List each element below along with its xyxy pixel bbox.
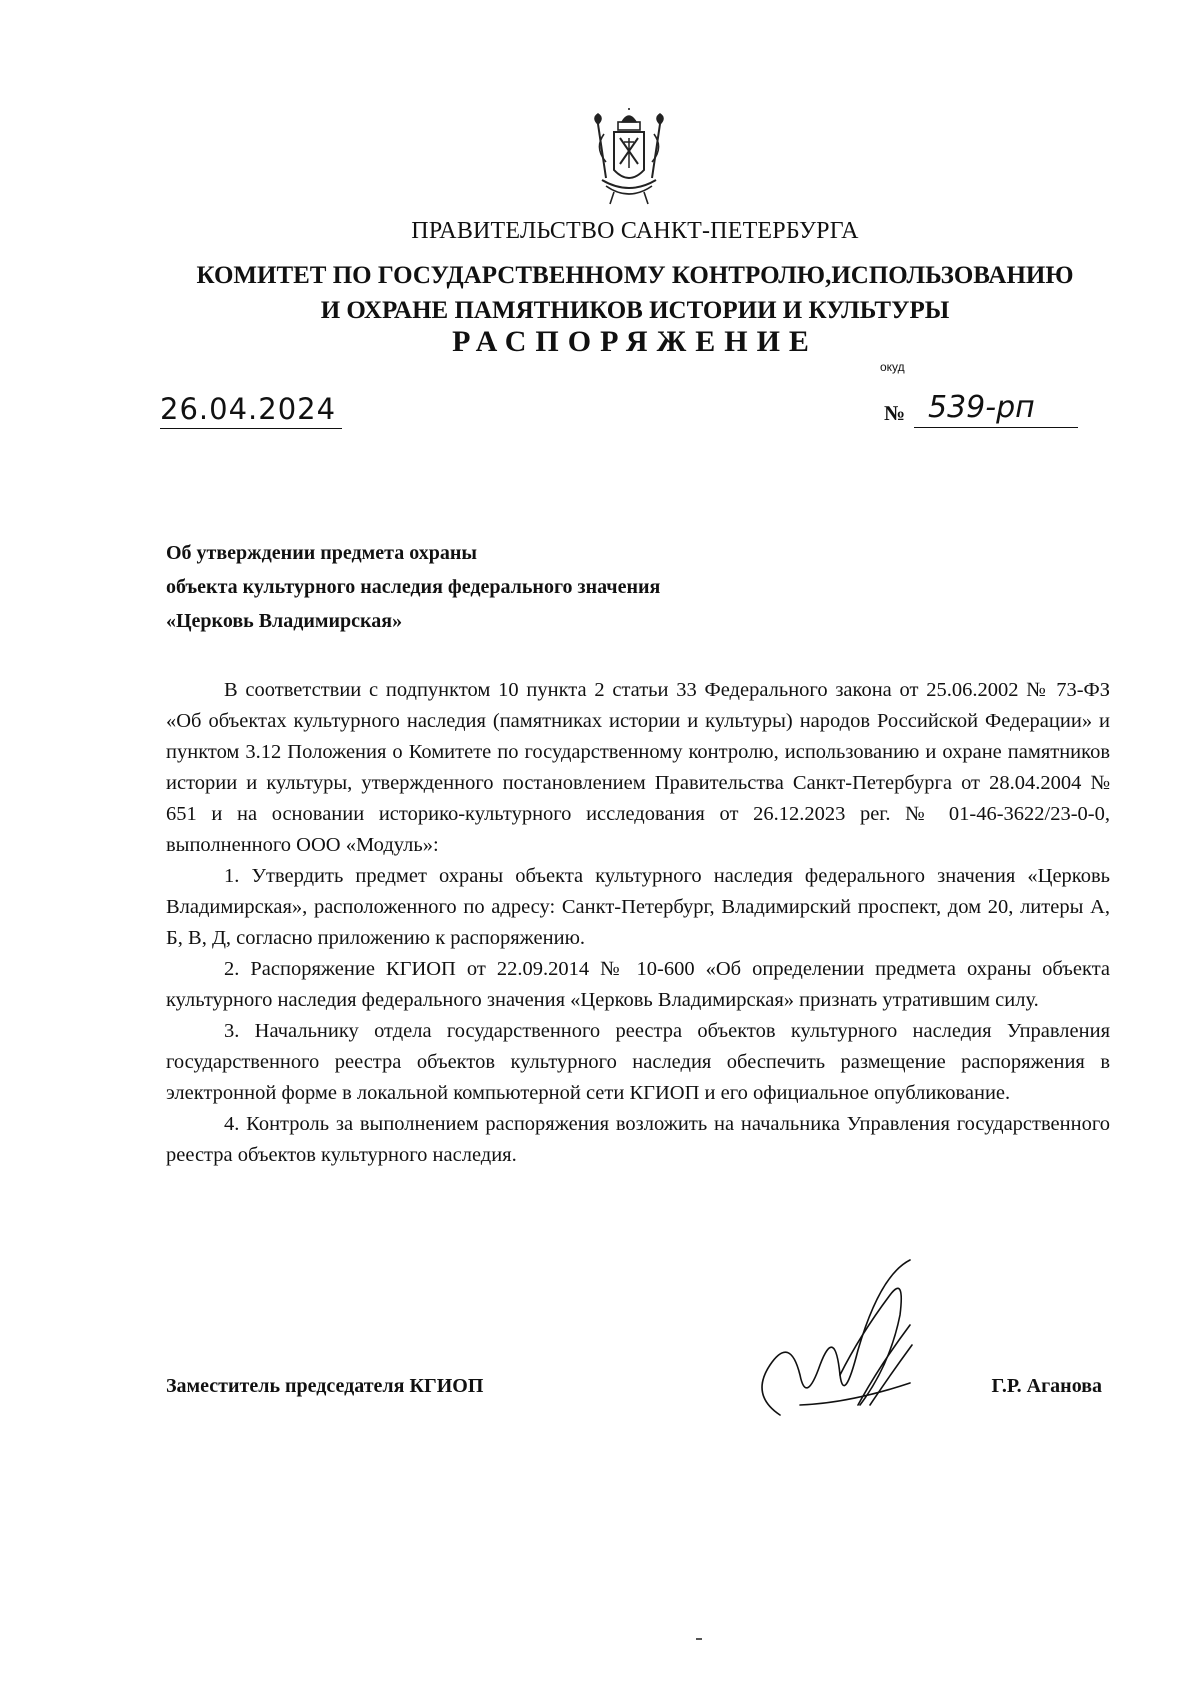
signer-title: Заместитель председателя КГИОП xyxy=(166,1375,484,1397)
document-body xyxy=(166,675,1110,1171)
committee-name xyxy=(0,258,1200,328)
intro-paragraph: В соответствии с подпунктом 10 пункта 2 статьи 33 Федерального закона от 25.06.2002 № 73-ФЗ «Об объектах культурного наследия (памятниках истории и культуры) народов Российской Федерации» и пунктом 3.12 Положения о Комитете по государственному контролю, использованию и охране памятников истории и культуры, утвержденного постановлением Правительства Санкт-Петербурга от 28.04.2004 № 651 и на основании историко-культурного исследования от 26.12.2023 рег. № 01-46-3622/23-0-0, выполненного ООО «Модуль»: xyxy=(166,679,1110,856)
item-2: 2. Распоряжение КГИОП от 22.09.2014 № 10-600 «Об определении предмета охраны объекта культурного наследия федерального значения «Церковь Владимирская» признать утратившим силу. xyxy=(166,958,1110,1011)
coat-of-arms-icon xyxy=(584,108,674,208)
committee-line-2: И ОХРАНЕ ПАМЯТНИКОВ ИСТОРИИ И КУЛЬТУРЫ xyxy=(320,297,950,324)
subject-line-3: «Церковь Владимирская» xyxy=(166,610,403,632)
scan-mark xyxy=(696,1638,702,1640)
number-sign: № xyxy=(884,401,906,425)
document-type: РАСПОРЯЖЕНИЕ xyxy=(452,325,818,358)
item-3: 3. Начальнику отдела государственного реестра объектов культурного наследия Управления государственного реестра объектов культурного наследия обеспечить размещение распоряжения в электронной форме в локальной компьютерной сети КГИОП и его официальное опубликование. xyxy=(166,1020,1110,1104)
subject-line-1: Об утверждении предмета охраны xyxy=(166,542,477,564)
government-name: ПРАВИТЕЛЬСТВО САНКТ-ПЕТЕРБУРГА xyxy=(411,218,859,244)
document-subject xyxy=(166,536,660,638)
signer-name: Г.Р. Аганова xyxy=(991,1375,1102,1397)
document-date: 26.04.2024 xyxy=(160,392,342,429)
handwritten-signature xyxy=(740,1255,990,1445)
document-number: 539-рп xyxy=(914,390,1078,428)
item-1: 1. Утвердить предмет охраны объекта культурного наследия федерального значения «Церковь Владимирская», расположенного по адресу: Санкт-Петербург, Владимирский проспект, дом 20, литеры А, Б, В, Д, согласно приложению к распоряжению. xyxy=(166,865,1110,949)
item-4: 4. Контроль за выполнением распоряжения возложить на начальника Управления государственного реестра объектов культурного наследия. xyxy=(166,1113,1110,1166)
committee-line-1: КОМИТЕТ ПО ГОСУДАРСТВЕННОМУ КОНТРОЛЮ,ИСПОЛЬЗОВАНИЮ xyxy=(196,262,1074,289)
subject-line-2: объекта культурного наследия федерального значения xyxy=(166,576,661,598)
okud-label: окуд xyxy=(880,360,905,374)
